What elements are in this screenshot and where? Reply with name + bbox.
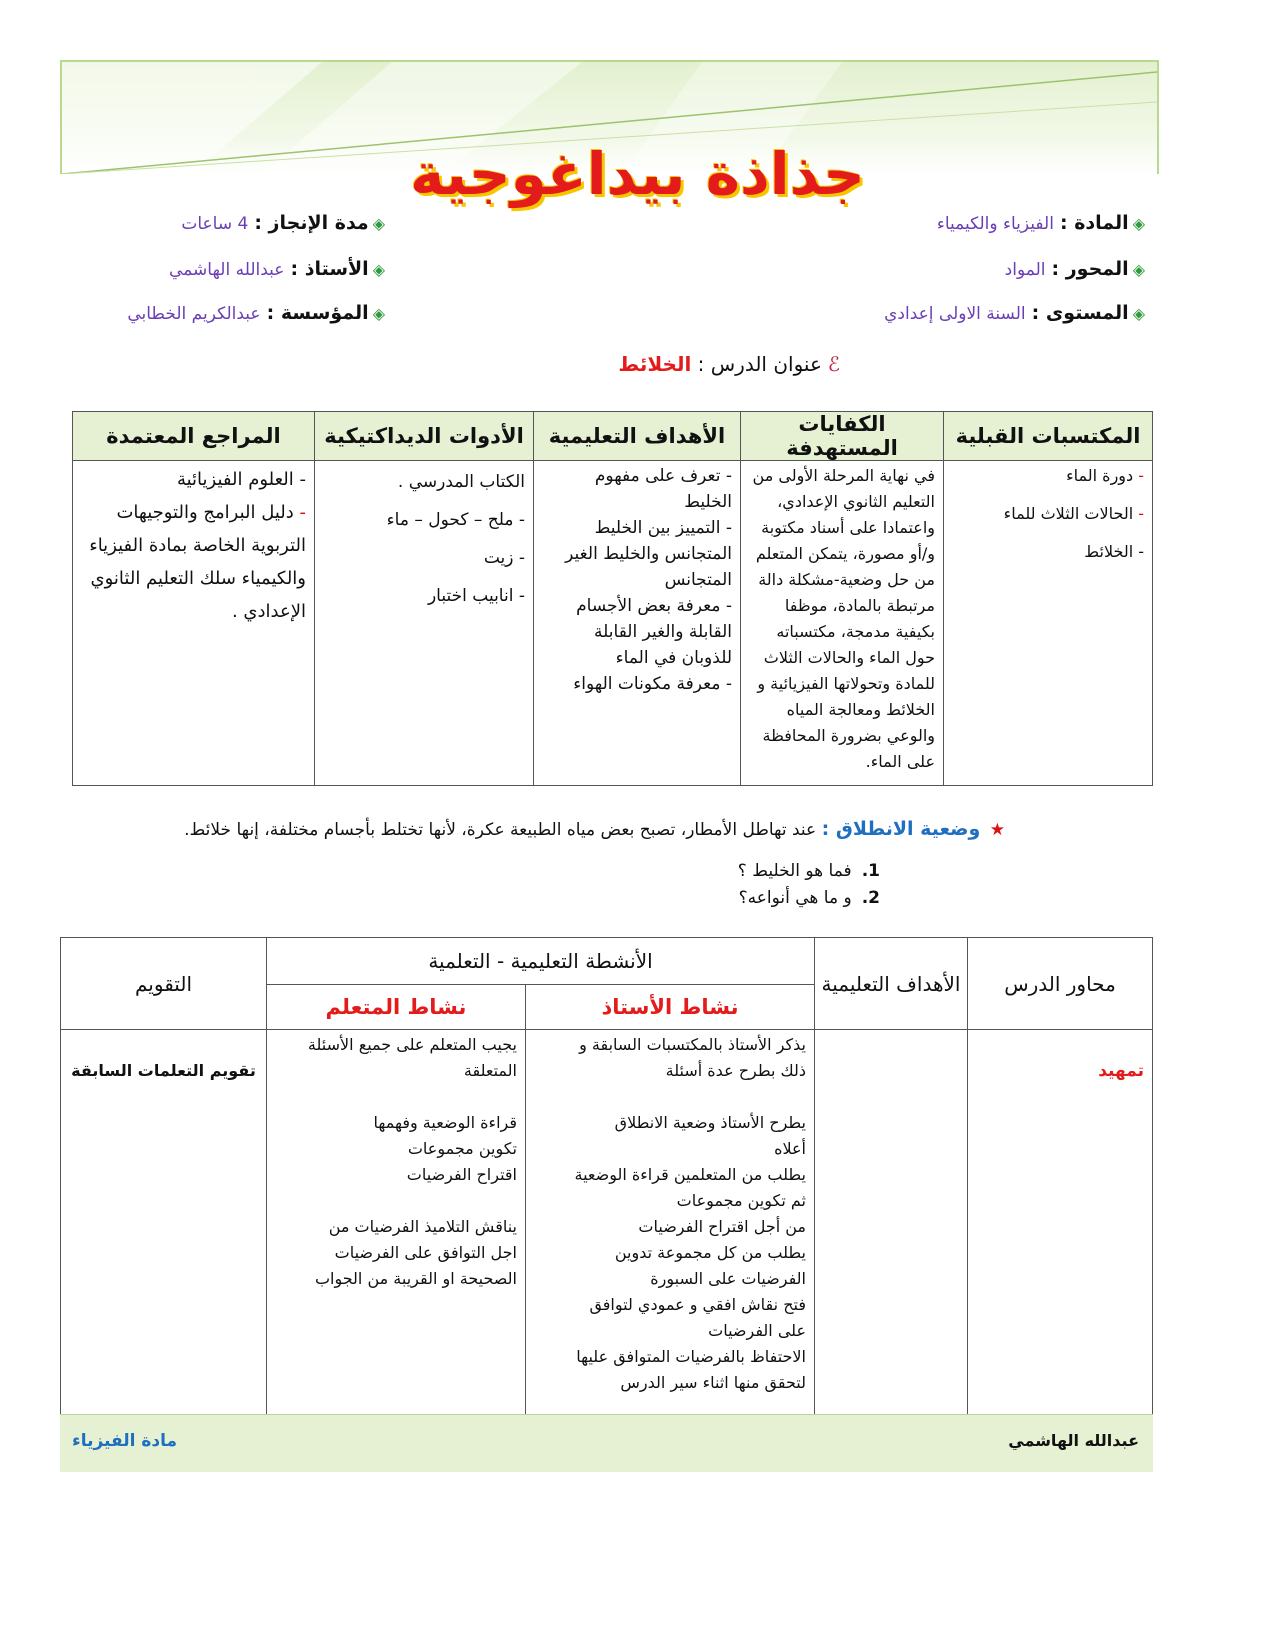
cell-tools: الكتاب المدرسي . - ملح – كحول – ماء - زيت - انابيب اختبار bbox=[315, 461, 534, 786]
info-level: ◈المستوى : السنة الاولى إعدادي bbox=[884, 302, 1145, 324]
footer-subject: مادة الفيزياء bbox=[72, 1431, 178, 1451]
diamond-icon: ◈ bbox=[372, 260, 385, 279]
starting-situation: ★ وضعية الانطلاق : عند تهاطل الأمطار، تصبح بعض مياه الطبيعة عكرة، لأنها تختلط بأجسام مختلفة، إنها خلائط. bbox=[184, 818, 1005, 840]
cell-row-objectives bbox=[815, 1030, 968, 1443]
cell-axis: تمهيد bbox=[968, 1030, 1153, 1443]
question-item: 1.فما هو الخليط ؟ bbox=[737, 861, 880, 881]
header-tools: الأدوات الديداكتيكية bbox=[315, 412, 534, 461]
diamond-icon: ◈ bbox=[1132, 214, 1145, 233]
cell-learner-activity: يجيب المتعلم على جميع الأسئلة المتعلقة قراءة الوضعية وفهمها تكوين مجموعات اقتراح الفرضيات يناقش التلاميذ الفرضيات من اجل التوافق على الفرضيات الصحيحة او القريبة من الجواب bbox=[267, 1030, 526, 1443]
page-footer bbox=[60, 1414, 1153, 1472]
situation-questions bbox=[0, 858, 880, 912]
diamond-icon: ◈ bbox=[372, 304, 385, 323]
header-prior: المكتسبات القبلية bbox=[944, 412, 1153, 461]
info-institution: ◈المؤسسة : عبدالكريم الخطابي bbox=[127, 302, 385, 324]
cell-teacher-activity: يذكر الأستاذ بالمكتسبات السابقة و ذلك بطرح عدة أسئلة يطرح الأستاذ وضعية الانطلاق أعلاه يطلب من المتعلمين قراءة الوضعية ثم تكوين مجموعات من أجل اقتراح الفرضيات يطلب من كل مجموعة تدوين الفرضيات على السبورة فتح نقاش افقي و عمودي لتوافق على الفرضيات الاحتفاظ بالفرضيات المتوافق عليها لتحقق منها اثناء سير الدرس bbox=[526, 1030, 815, 1443]
header-competence: الكفايات المستهدفة bbox=[741, 412, 944, 461]
table-header-row bbox=[61, 938, 1153, 985]
header-learner-activity: نشاط المتعلم bbox=[267, 985, 526, 1030]
cell-references: - العلوم الفيزيائية - دليل البرامج والتوجيهات التربوية الخاصة بمادة الفيزياء والكيمياء سلك التعليم الثانوي الإعدادي . bbox=[73, 461, 315, 786]
header-teacher-activity: نشاط الأستاذ bbox=[526, 985, 815, 1030]
lesson-activities-table bbox=[60, 937, 1153, 1443]
diamond-icon: ◈ bbox=[1132, 260, 1145, 279]
diamond-icon: ◈ bbox=[1132, 304, 1145, 323]
info-axis: ◈المحور : المواد bbox=[1004, 258, 1145, 280]
footer-author: عبدالله الهاشمي bbox=[1008, 1431, 1139, 1450]
header-references: المراجع المعتمدة bbox=[73, 412, 315, 461]
info-teacher: ◈الأستاذ : عبدالله الهاشمي bbox=[169, 258, 385, 280]
lesson-title: ℰعنوان الدرس : الخلائط bbox=[618, 352, 840, 376]
lesson-overview-table bbox=[72, 411, 1153, 786]
header-objectives: الأهداف التعليمية bbox=[534, 412, 741, 461]
header-objectives: الأهداف التعليمية bbox=[815, 938, 968, 1030]
cell-evaluation: تقويم التعلمات السابقة bbox=[61, 1030, 267, 1443]
cell-objectives: - تعرف على مفهوم الخليط - التمييز بين الخليط المتجانس والخليط الغير المتجانس - معرفة بعض الأجسام القابلة والغير القابلة للذوبان في الماء - معرفة مكونات الهواء bbox=[534, 461, 741, 786]
info-duration: ◈مدة الإنجاز : 4 ساعات bbox=[181, 212, 385, 234]
header-activities: الأنشطة التعليمية - التعلمية bbox=[267, 938, 815, 985]
info-subject: ◈المادة : الفيزياء والكيمياء bbox=[936, 212, 1145, 234]
cell-competence: في نهاية المرحلة الأولى من التعليم الثانوي الإعدادي، واعتمادا على أسناد مكتوبة و/أو مصورة، يتمكن المتعلم من حل وضعية-مشكلة دالة مرتبطة بالمادة، موظفا بكيفية مدمجة، مكتسباته حول الماء والحالات الثلاث للمادة وتحولاتها الفيزيائية و الخلائط ومعالجة المياه والوعي بضرورة المحافظة على الماء. bbox=[741, 461, 944, 786]
header-axes: محاور الدرس bbox=[968, 938, 1153, 1030]
table-row bbox=[73, 461, 1153, 786]
ornament-icon: ℰ bbox=[827, 352, 840, 376]
header-evaluation: التقويم bbox=[61, 938, 267, 1030]
cell-prior: - دورة الماء - الحالات الثلاث للماء - الخلائط bbox=[944, 461, 1153, 786]
star-icon: ★ bbox=[989, 820, 1005, 840]
table-row bbox=[61, 1030, 1153, 1443]
table-header-row bbox=[73, 412, 1153, 461]
page-title: جذاذة بيداغوجية bbox=[410, 140, 865, 208]
question-item: 2.و ما هي أنواعه؟ bbox=[738, 888, 880, 908]
diamond-icon: ◈ bbox=[372, 214, 385, 233]
